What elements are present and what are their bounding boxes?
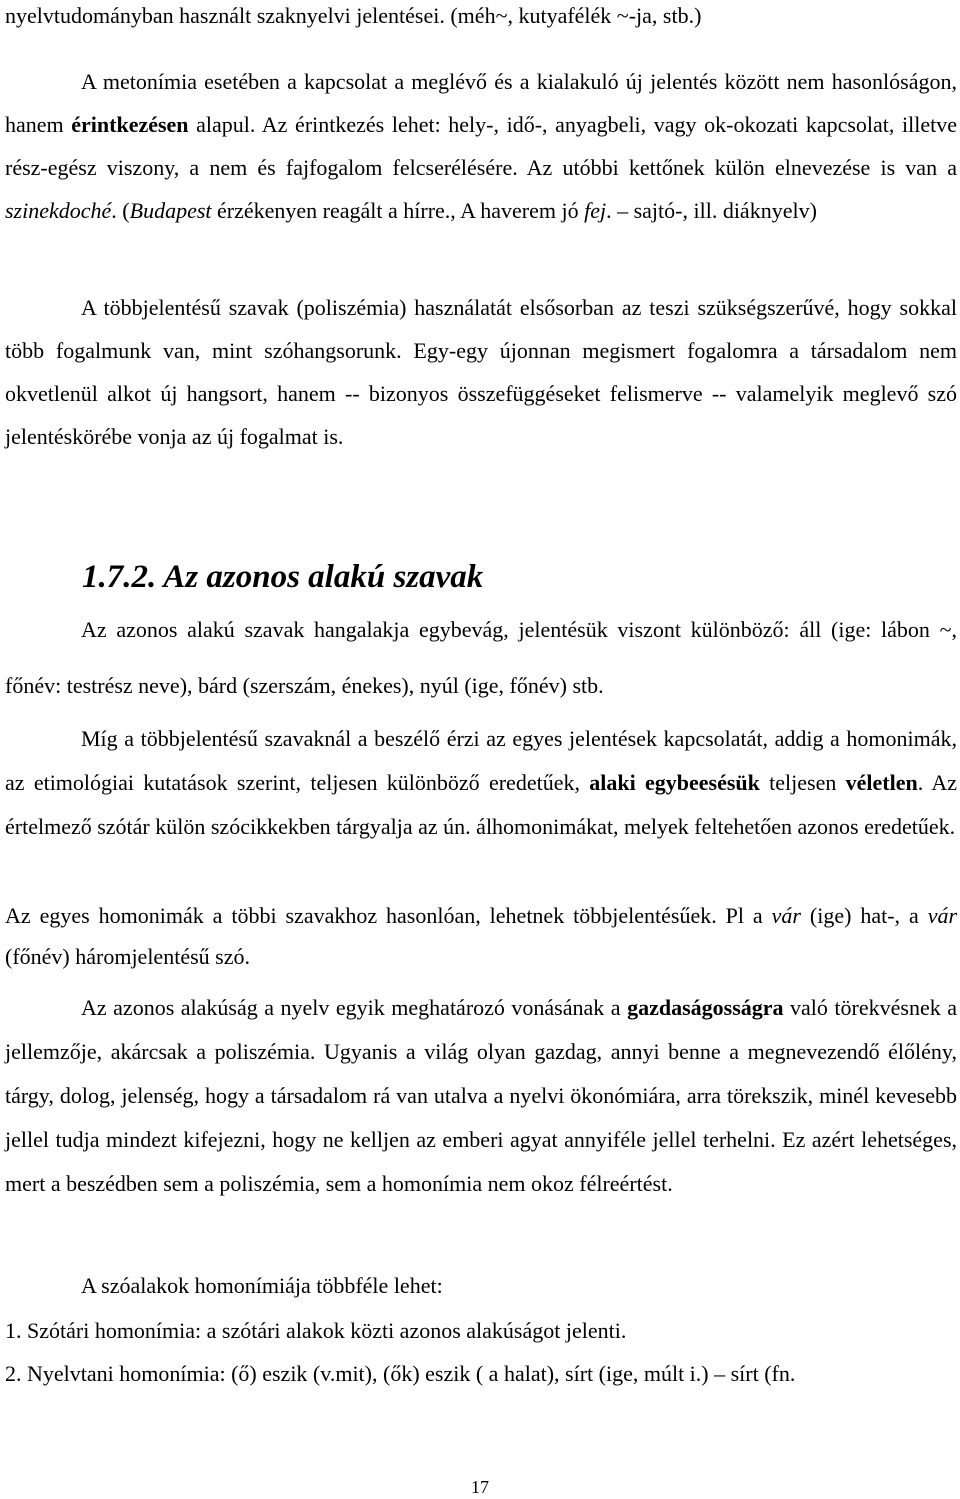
text-run: alapul. Az érintkezés lehet: hely-, idő-, anyagbeli, vagy ok-okozati kapcsolat, illetve rész-egész viszony, a nem és fajfogalom felcserélésére. Az utóbbi kettőnek külön elnevezése is van a (5, 112, 957, 180)
section-heading: 1.7.2. Az azonos alakú szavak (82, 559, 484, 595)
paragraph-economy (5, 986, 957, 1206)
italic-term: szinekdoché (5, 198, 112, 223)
text-run: érzékenyen reagált a hírre., A haverem jó (211, 198, 585, 223)
text-run: A metonímia esetében a kapcsolat a meglévő és a kialakuló új jelentés között nem hasonlóságon, hanem (5, 69, 957, 137)
text-run: A többjelentésű szavak (poliszémia) használatát elsősorban az teszi szükségszerűvé, hogy sokkal több fogalmunk van, mint szóhangsorunk. Egy-egy újonnan megismert fogalomra a társadalom nem okvetlenül alkot új hangsort, hanem -- bizonyos összefüggéseket felismerve -- valamelyik meglevő szó jelentéskörébe vonja az új fogalmat is. (5, 295, 957, 449)
italic-term: vár (771, 903, 801, 928)
bold-term: alaki egybeesésük (589, 770, 760, 795)
text-run: (ige) hat-, a (800, 903, 928, 928)
text-run: Az egyes homonimák a többi szavakhoz hasonlóan, lehetnek többjelentésűek. Pl a (5, 903, 772, 928)
text-run: Az azonos alakúság a nyelv egyik meghatározó vonásának a (81, 995, 628, 1020)
paragraph-metonymy (5, 60, 957, 232)
italic-term: vár (927, 903, 958, 928)
text-run: . ( (111, 198, 130, 223)
page-number: 17 (471, 1477, 489, 1497)
text-run: való törekvésnek a jellemzője, akárcsak a poliszémia. Ugyanis a világ olyan gazdag, annyi benne a megnevezendő élőlény, tárgy, dolog, jelenség, hogy a társadalom rá van utalva a nyelvi ökonómiára, arra törekszik, minél kevesebb jellel tudja mindezt kifejezni, hogy ne kelljen az emberi agyat annyiféle jellel terhelni. Ez azért lehetséges, mert a beszédben sem a poliszémia, sem a homonímia nem okoz félreértést. (5, 995, 958, 1196)
paragraph-homonyms-definition (5, 602, 957, 714)
bold-term: gazdaságosságra (627, 995, 784, 1020)
text-run: Az azonos alakú szavak hangalakja egybevág, jelentésük viszont különböző: áll (ige: lábon ~, főnév: testrész neve), bárd (szerszám, énekes), nyúl (ige, főnév) stb. (5, 617, 957, 698)
list-item: 2. Nyelvtani homonímia: (ő) eszik (v.mit), (ők) eszik ( a halat), sírt (ige, múlt i.) – sírt (fn. (5, 1361, 796, 1386)
text-run: . – sajtó-, ill. diáknyelv) (606, 198, 817, 223)
list-item: 1. Szótári homonímia: a szótári alakok közti azonos alakúságot jelenti. (5, 1318, 627, 1343)
paragraph-polysemy (5, 286, 957, 458)
bold-term: véletlen (845, 770, 918, 795)
bold-term: érintkezésen (71, 112, 189, 137)
text-run: . Az értelmező szótár külön szócikkekben tárgyalja az ún. álhomonimákat, melyek feltehetően azonos eredetűek. (5, 770, 957, 839)
paragraph-homonyms-polysemous (5, 895, 957, 977)
text-run: Míg a többjelentésű szavaknál a beszélő érzi az egyes jelentések kapcsolatát, addig a homonimák, az etimológiai kutatások szerint, teljesen különböző eredetűek, (5, 726, 957, 795)
italic-term: Budapest (129, 198, 212, 223)
paragraph-intro-fragment (5, 0, 957, 31)
paragraph-homonyms-origin (5, 717, 957, 849)
text-run: A szóalakok homonímiája többféle lehet: (81, 1273, 443, 1298)
text-run: nyelvtudományban használt szaknyelvi jelentései. (méh~, kutyafélék ~-ja, stb.) (5, 3, 702, 28)
text-run: teljesen (759, 770, 846, 795)
paragraph-types-intro (5, 1268, 957, 1304)
text-run: (főnév) háromjelentésű szó. (5, 944, 250, 969)
italic-term: fej (584, 198, 607, 223)
